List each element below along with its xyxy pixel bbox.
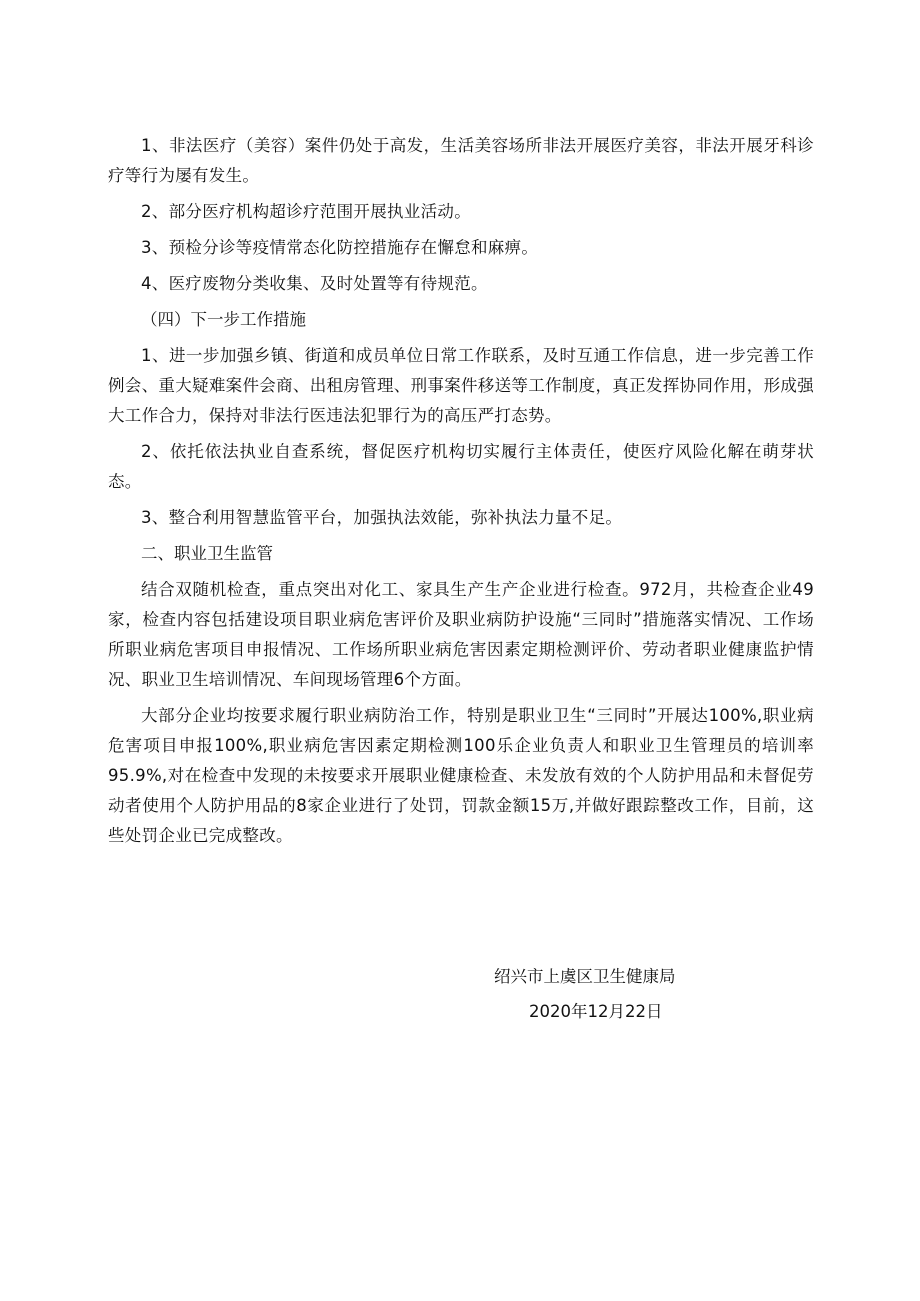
document-body bbox=[108, 131, 814, 857]
paragraph-inspection: 结合双随机检查，重点突出对化工、家具生产生产企业进行检查。972月，共检查企业49家，检查内容包括建设项目职业病危害评价及职业病防护设施“三同时”措施落实情况、工作场所职业病危害项目申报情况、工作场所职业病危害因素定期检测评价、劳动者职业健康监护情况、职业卫生培训情况、车间现场管理6个方面。 bbox=[108, 580, 814, 689]
section-heading-occupational-health: 二、职业卫生监管 bbox=[141, 544, 273, 563]
paragraph-measure-3: 3、整合利用智慧监管平台，加强执法效能，弥补执法力量不足。 bbox=[141, 508, 623, 527]
paragraph-measure-2: 2、依托依法执业自查系统，督促医疗机构切实履行主体责任，使医疗风险化解在萌芽状态。 bbox=[108, 442, 814, 491]
paragraph-issue-2: 2、部分医疗机构超诊疗范围开展执业活动。 bbox=[141, 202, 471, 221]
signature-date: 2020年12月22日 bbox=[529, 1002, 663, 1021]
section-heading-next-steps: （四）下一步工作措施 bbox=[141, 310, 306, 329]
signature-organization: 绍兴市上虞区卫生健康局 bbox=[494, 967, 676, 986]
paragraph-measure-1: 1、进一步加强乡镇、街道和成员单位日常工作联系，及时互通工作信息，进一步完善工作例会、重大疑难案件会商、出租房管理、刑事案件移送等工作制度，真正发挥协同作用，形成强大工作合力，保持对非法行医违法犯罪行为的高压严打态势。 bbox=[108, 346, 814, 425]
paragraph-results: 大部分企业均按要求履行职业病防治工作，特别是职业卫生“三同时”开展达100%,职业病危害项目申报100%,职业病危害因素定期检测100乐企业负责人和职业卫生管理员的培训率95.9%,对在检查中发现的未按要求开展职业健康检查、未发放有效的个人防护用品和未督促劳动者使用个人防护用品的8家企业进行了处罚，罚款金额15万,并做好跟踪整改工作，目前，这些处罚企业已完成整改。 bbox=[108, 706, 814, 845]
paragraph-issue-4: 4、医疗废物分类收集、及时处置等有待规范。 bbox=[141, 274, 488, 293]
paragraph-issue-3: 3、预检分诊等疫情常态化防控措施存在懈怠和麻痹。 bbox=[141, 238, 539, 257]
paragraph-issue-1: 1、非法医疗（美容）案件仍处于高发，生活美容场所非法开展医疗美容，非法开展牙科诊疗等行为屡有发生。 bbox=[108, 136, 814, 185]
